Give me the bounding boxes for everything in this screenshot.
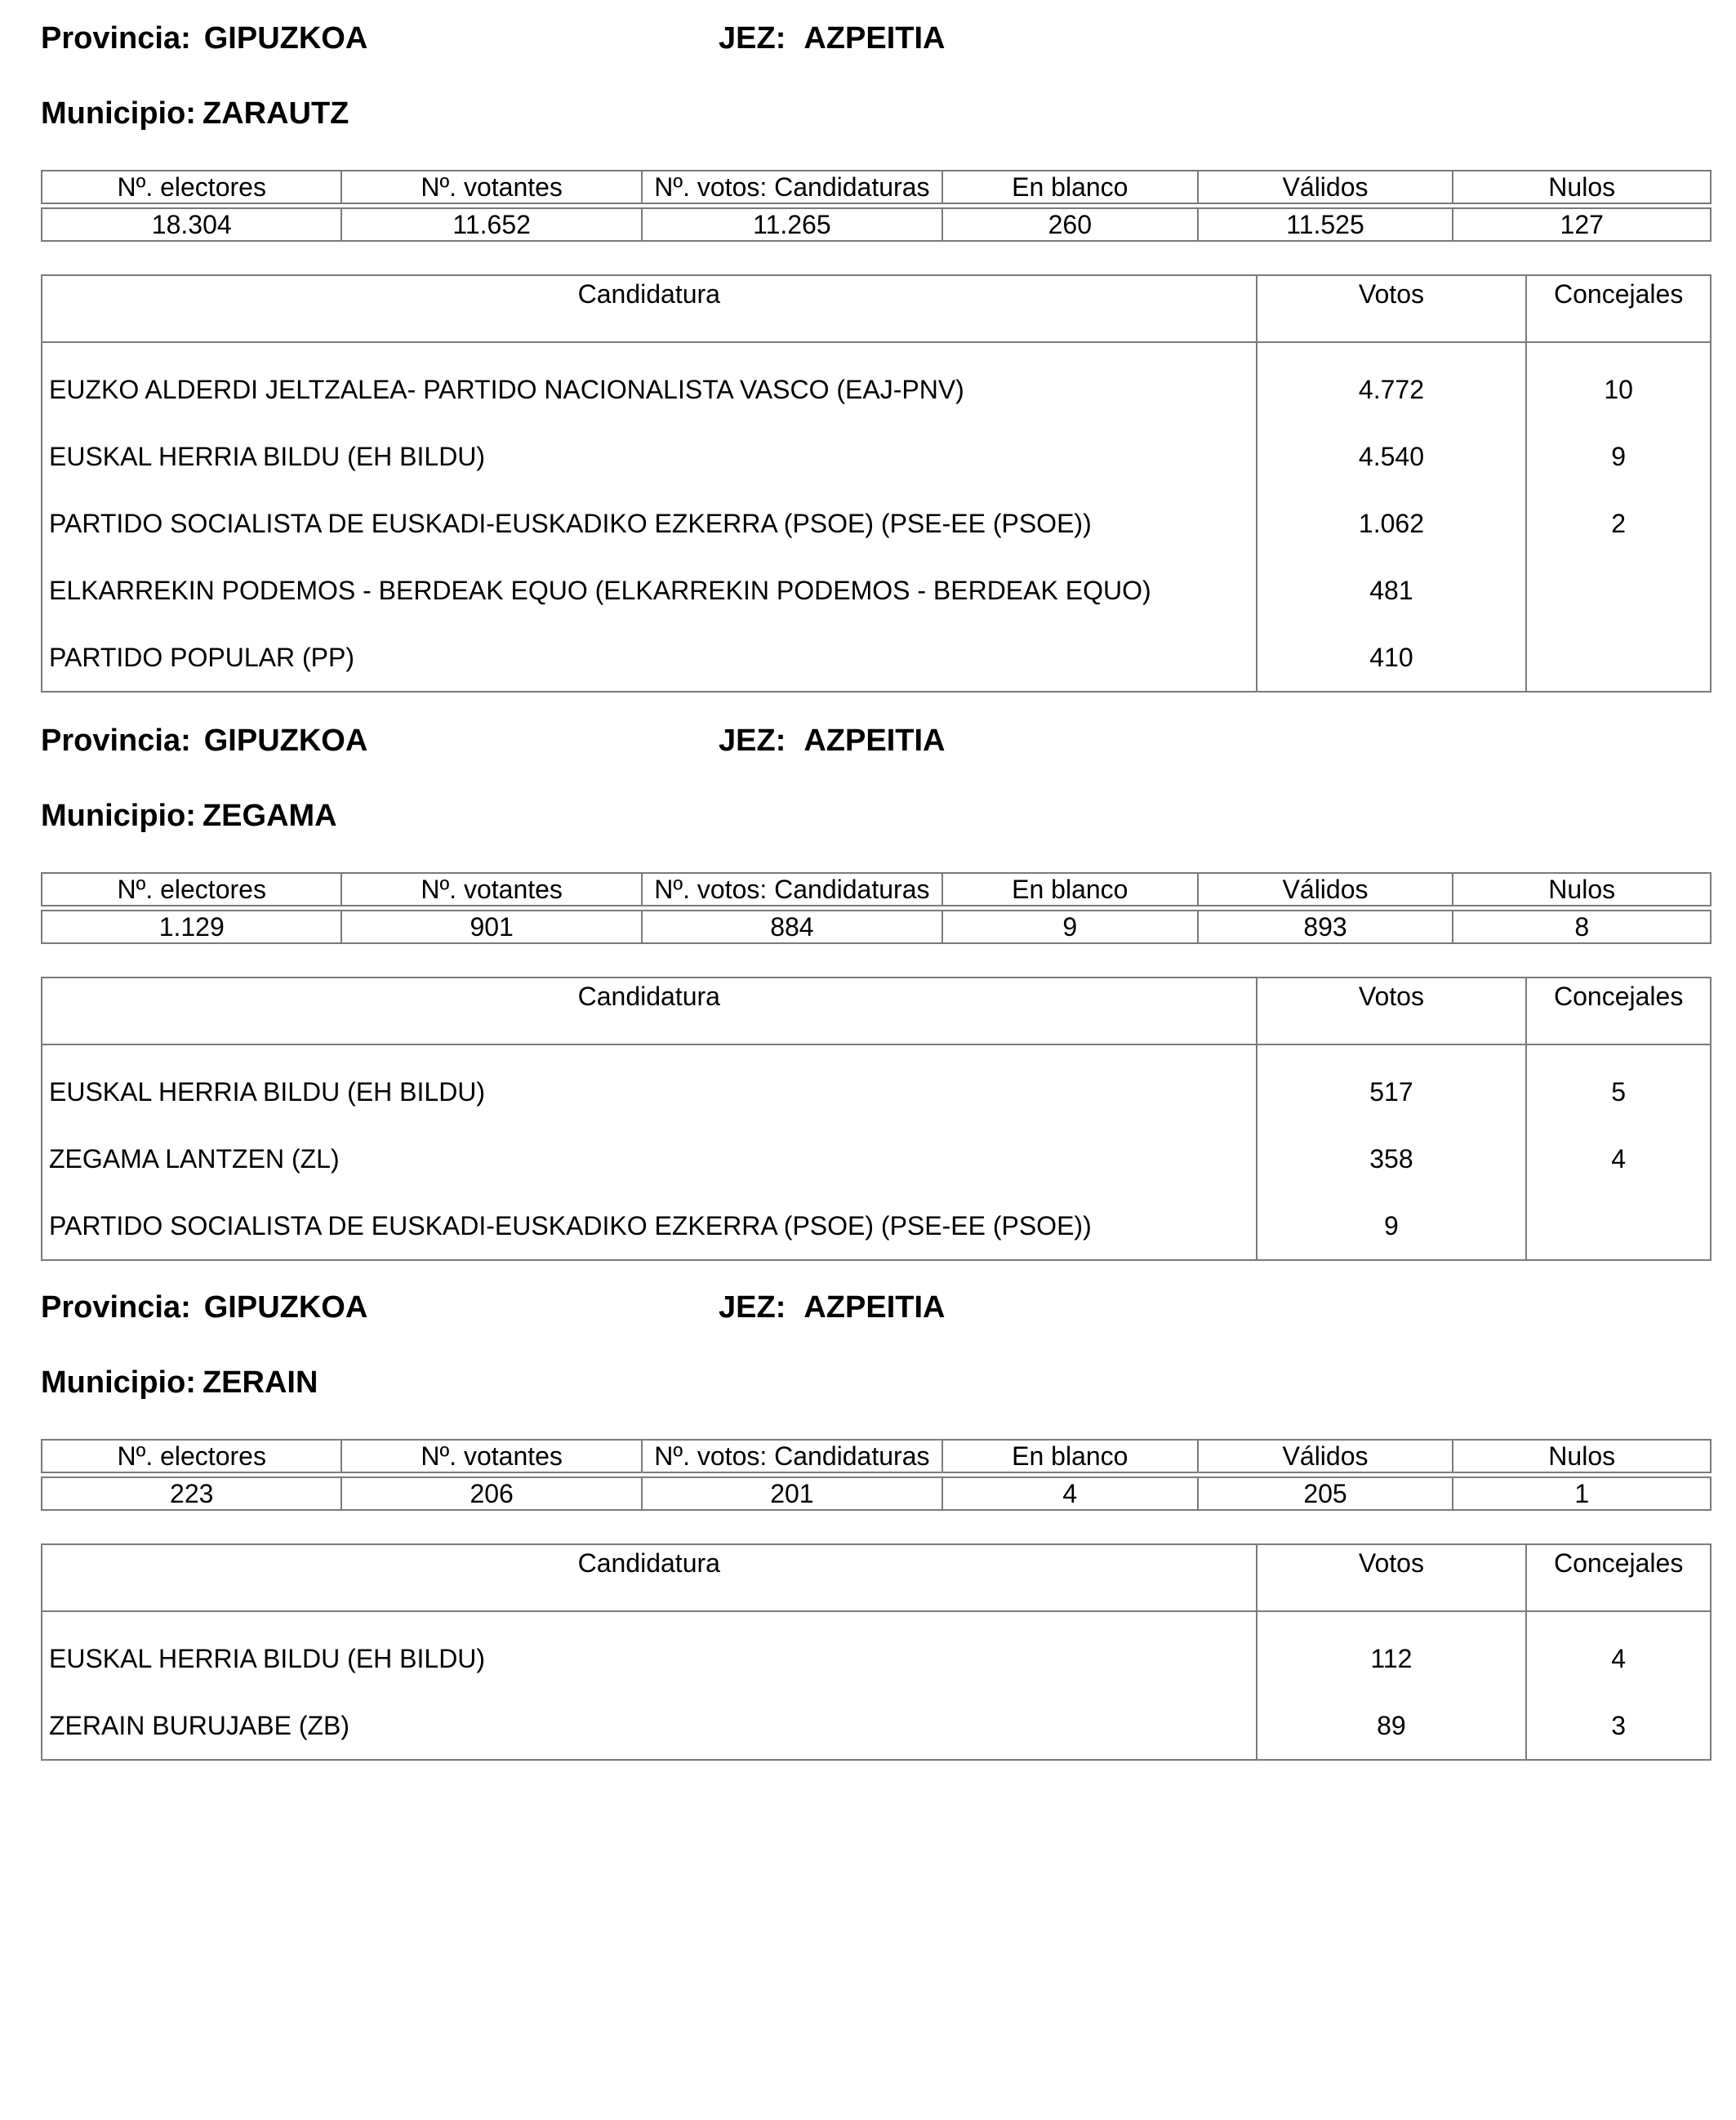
candidatura-cell: EUSKAL HERRIA BILDU (EH BILDU) xyxy=(42,423,1257,490)
jez-line xyxy=(719,21,945,56)
concejales-cell: 4 xyxy=(1526,1125,1711,1192)
summary-value-cell: 205 xyxy=(1198,1477,1453,1510)
jez-label: JEZ: xyxy=(719,724,786,758)
summary-header-cell: En blanco xyxy=(942,171,1198,203)
results-header-cell: Concejales xyxy=(1526,978,1711,1044)
jez-value: AZPEITIA xyxy=(803,724,946,758)
summary-value-cell: 11.525 xyxy=(1198,208,1453,241)
votos-cell: 517 xyxy=(1257,1058,1527,1125)
summary-table xyxy=(41,170,1712,242)
concejales-cell: 5 xyxy=(1526,1058,1711,1125)
concejales-cell: 9 xyxy=(1526,423,1711,490)
summary-header-cell: Nº. votantes xyxy=(341,171,641,203)
summary-header-cell: En blanco xyxy=(942,1440,1198,1472)
jez-line xyxy=(719,724,945,759)
concejales-cell: 3 xyxy=(1526,1692,1711,1760)
votos-cell: 4.772 xyxy=(1257,356,1527,423)
concejales-cell: 4 xyxy=(1526,1625,1711,1692)
provincia-line xyxy=(41,1290,367,1325)
summary-header-cell: Válidos xyxy=(1198,171,1453,203)
candidatura-cell: ZEGAMA LANTZEN (ZL) xyxy=(42,1125,1257,1192)
candidatura-cell: PARTIDO POPULAR (PP) xyxy=(42,624,1257,692)
candidatura-cell: ELKARREKIN PODEMOS - BERDEAK EQUO (ELKARREKIN PODEMOS - BERDEAK EQUO) xyxy=(42,557,1257,624)
summary-header-cell: Nulos xyxy=(1453,873,1711,906)
summary-header-cell: Nº. votos: Candidaturas xyxy=(642,873,942,906)
summary-header-cell: Nº. votos: Candidaturas xyxy=(642,1440,942,1472)
summary-value-cell: 884 xyxy=(642,911,942,943)
summary-value-cell: 11.265 xyxy=(642,208,942,241)
results-header-cell: Votos xyxy=(1257,1544,1527,1611)
votos-cell: 410 xyxy=(1257,624,1527,692)
provincia-label: Provincia: xyxy=(41,724,191,758)
provincia-label: Provincia: xyxy=(41,21,191,56)
results-row xyxy=(42,1192,1711,1260)
candidatura-cell: PARTIDO SOCIALISTA DE EUSKADI-EUSKADIKO EZKERRA (PSOE) (PSE-EE (PSOE)) xyxy=(42,490,1257,557)
summary-value-cell: 18.304 xyxy=(42,208,341,241)
results-row xyxy=(42,1058,1711,1125)
summary-header-cell: Válidos xyxy=(1198,873,1453,906)
municipio-label: Municipio: xyxy=(41,799,196,833)
results-header-row xyxy=(42,275,1711,342)
municipio-line xyxy=(41,96,349,131)
results-row xyxy=(42,1625,1711,1692)
concejales-cell: 2 xyxy=(1526,490,1711,557)
votos-cell: 112 xyxy=(1257,1625,1527,1692)
results-row xyxy=(42,1692,1711,1760)
results-table xyxy=(41,1543,1712,1761)
jez-label: JEZ: xyxy=(719,1290,786,1325)
spacer-cell xyxy=(1257,1044,1527,1058)
results-header-cell: Concejales xyxy=(1526,1544,1711,1611)
spacer-cell xyxy=(42,342,1257,356)
summary-header-cell: Nº. electores xyxy=(42,171,341,203)
provincia-value: GIPUZKOA xyxy=(203,21,368,56)
summary-table xyxy=(41,1439,1712,1511)
summary-value-row xyxy=(42,1477,1711,1510)
summary-header-cell: Nº. electores xyxy=(42,1440,341,1472)
results-header-row xyxy=(42,978,1711,1044)
summary-header-cell: Válidos xyxy=(1198,1440,1453,1472)
results-spacer-row xyxy=(42,1044,1711,1058)
spacer-cell xyxy=(1526,1044,1711,1058)
results-row xyxy=(42,624,1711,692)
candidatura-cell: EUSKAL HERRIA BILDU (EH BILDU) xyxy=(42,1625,1257,1692)
municipio-line xyxy=(41,1365,318,1401)
candidatura-cell: PARTIDO SOCIALISTA DE EUSKADI-EUSKADIKO EZKERRA (PSOE) (PSE-EE (PSOE)) xyxy=(42,1192,1257,1260)
votos-cell: 9 xyxy=(1257,1192,1527,1260)
summary-value-cell: 9 xyxy=(942,911,1198,943)
summary-header-cell: Nulos xyxy=(1453,171,1711,203)
results-table xyxy=(41,274,1712,693)
summary-value-cell: 223 xyxy=(42,1477,341,1510)
summary-header-cell: Nulos xyxy=(1453,1440,1711,1472)
votos-cell: 481 xyxy=(1257,557,1527,624)
results-header-cell: Concejales xyxy=(1526,275,1711,342)
candidatura-cell: ZERAIN BURUJABE (ZB) xyxy=(42,1692,1257,1760)
concejales-cell xyxy=(1526,557,1711,624)
summary-value-row xyxy=(42,911,1711,943)
results-row xyxy=(42,1125,1711,1192)
municipio-label: Municipio: xyxy=(41,96,196,131)
votos-cell: 358 xyxy=(1257,1125,1527,1192)
results-row xyxy=(42,490,1711,557)
summary-value-cell: 201 xyxy=(642,1477,942,1510)
municipio-value: ZARAUTZ xyxy=(202,96,349,131)
provincia-line xyxy=(41,724,367,759)
results-spacer-row xyxy=(42,1611,1711,1625)
municipio-line xyxy=(41,799,337,834)
provincia-line xyxy=(41,21,367,56)
concejales-cell xyxy=(1526,624,1711,692)
jez-line xyxy=(719,1290,945,1325)
summary-header-row xyxy=(42,171,1711,203)
summary-value-cell: 901 xyxy=(341,911,641,943)
jez-label: JEZ: xyxy=(719,21,786,56)
spacer-cell xyxy=(1257,1611,1527,1625)
summary-header-cell: En blanco xyxy=(942,873,1198,906)
summary-value-cell: 893 xyxy=(1198,911,1453,943)
summary-value-cell: 1 xyxy=(1453,1477,1711,1510)
summary-value-cell: 11.652 xyxy=(341,208,641,241)
summary-header-cell: Nº. votantes xyxy=(341,873,641,906)
results-header-row xyxy=(42,1544,1711,1611)
spacer-cell xyxy=(1526,342,1711,356)
results-row xyxy=(42,423,1711,490)
summary-value-cell: 260 xyxy=(942,208,1198,241)
summary-header-cell: Nº. electores xyxy=(42,873,341,906)
votos-cell: 1.062 xyxy=(1257,490,1527,557)
summary-header-cell: Nº. votos: Candidaturas xyxy=(642,171,942,203)
results-table xyxy=(41,977,1712,1261)
results-header-cell: Votos xyxy=(1257,978,1527,1044)
votos-cell: 4.540 xyxy=(1257,423,1527,490)
provincia-value: GIPUZKOA xyxy=(203,1290,368,1325)
summary-header-cell: Nº. votantes xyxy=(341,1440,641,1472)
results-header-cell: Votos xyxy=(1257,275,1527,342)
votos-cell: 89 xyxy=(1257,1692,1527,1760)
municipio-label: Municipio: xyxy=(41,1365,196,1400)
summary-table xyxy=(41,872,1712,944)
summary-header-row xyxy=(42,873,1711,906)
candidatura-cell: EUZKO ALDERDI JELTZALEA- PARTIDO NACIONALISTA VASCO (EAJ-PNV) xyxy=(42,356,1257,423)
summary-value-cell: 4 xyxy=(942,1477,1198,1510)
summary-value-row xyxy=(42,208,1711,241)
jez-value: AZPEITIA xyxy=(803,1290,946,1325)
results-row xyxy=(42,356,1711,423)
results-spacer-row xyxy=(42,342,1711,356)
candidatura-cell: EUSKAL HERRIA BILDU (EH BILDU) xyxy=(42,1058,1257,1125)
concejales-cell: 10 xyxy=(1526,356,1711,423)
municipio-value: ZEGAMA xyxy=(202,799,337,833)
summary-value-cell: 206 xyxy=(341,1477,641,1510)
spacer-cell xyxy=(1257,342,1527,356)
spacer-cell xyxy=(42,1044,1257,1058)
summary-value-cell: 1.129 xyxy=(42,911,341,943)
jez-value: AZPEITIA xyxy=(803,21,946,56)
results-header-cell: Candidatura xyxy=(42,978,1257,1044)
summary-value-cell: 127 xyxy=(1453,208,1711,241)
results-header-cell: Candidatura xyxy=(42,275,1257,342)
spacer-cell xyxy=(1526,1611,1711,1625)
summary-header-row xyxy=(42,1440,1711,1472)
results-row xyxy=(42,557,1711,624)
results-header-cell: Candidatura xyxy=(42,1544,1257,1611)
spacer-cell xyxy=(42,1611,1257,1625)
provincia-label: Provincia: xyxy=(41,1290,191,1325)
concejales-cell xyxy=(1526,1192,1711,1260)
summary-value-cell: 8 xyxy=(1453,911,1711,943)
provincia-value: GIPUZKOA xyxy=(203,724,368,758)
municipio-value: ZERAIN xyxy=(202,1365,318,1400)
